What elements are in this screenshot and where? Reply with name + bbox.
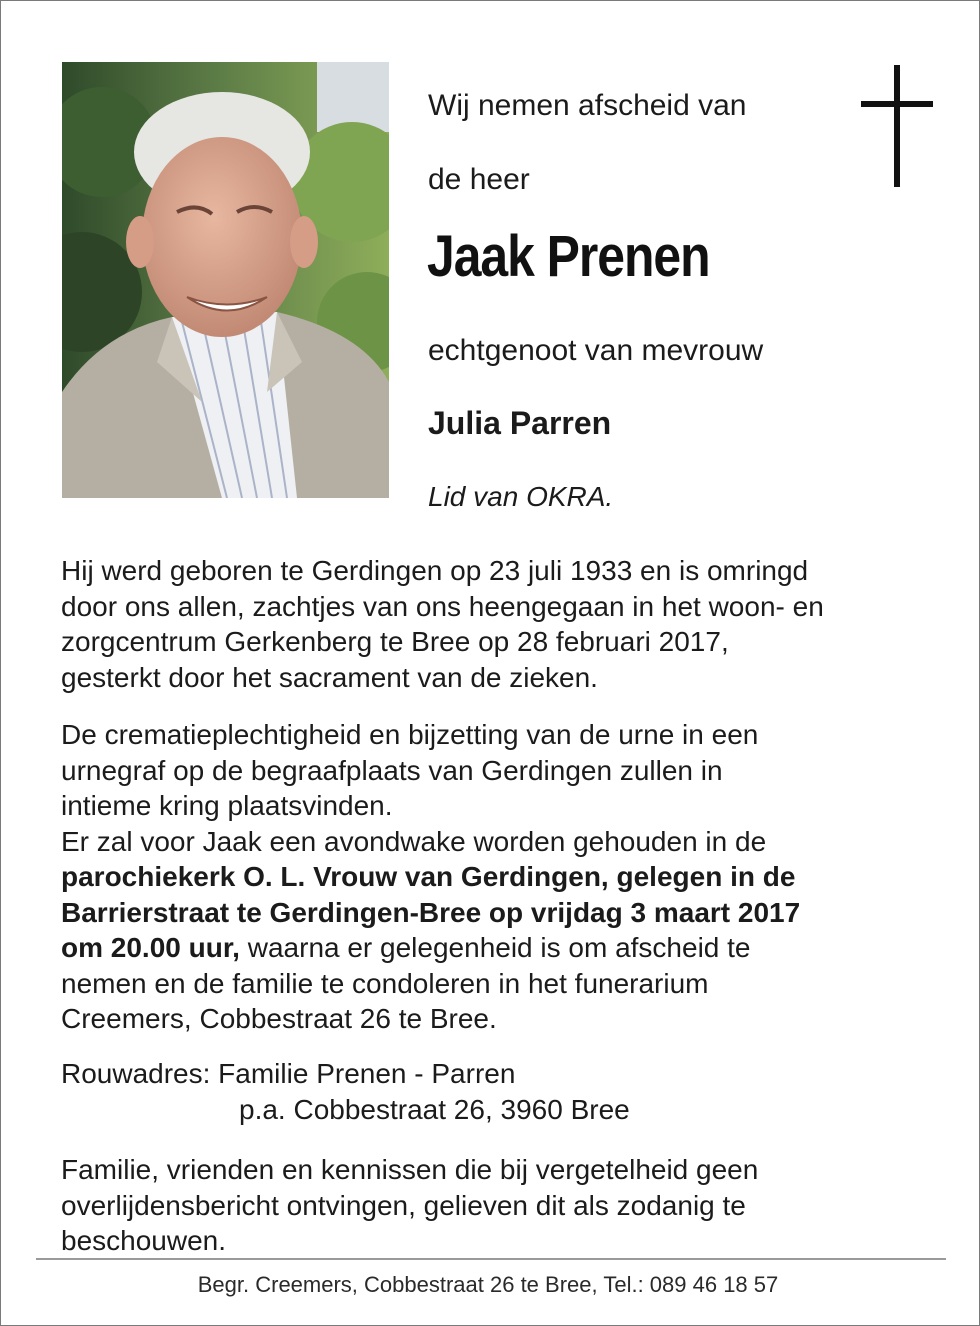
paragraph-line: urnegraf op de begraafplaats van Gerdingen zullen in <box>61 754 723 786</box>
paragraph-line: Creemers, Cobbestraat 26 te Bree. <box>61 1003 497 1034</box>
relation-line: echtgenoot van mevrouw <box>428 334 764 367</box>
cross-icon <box>859 65 935 187</box>
paragraph-line: zorgcentrum Gerkenberg te Bree op 28 februari 2017, <box>61 626 729 657</box>
birth-death-paragraph <box>61 553 824 695</box>
paragraph-line: beschouwen. <box>61 1225 227 1256</box>
paragraph-line: Er zal voor Jaak een avondwake worden gehouden in de <box>61 825 767 857</box>
address-label: Rouwadres: Familie Prenen - Parren <box>61 1058 516 1089</box>
intro-line: Wij nemen afscheid van <box>428 89 747 122</box>
ceremony-paragraph <box>61 717 800 1037</box>
mourning-address <box>61 1056 630 1127</box>
paragraph-line: door ons allen, zachtjes van ons heengegaan in het woon- en <box>61 590 824 622</box>
paragraph-line: overlijdensbericht ontvingen, gelieven dit als zodanig te <box>61 1189 746 1221</box>
paragraph-line: De crematieplechtigheid en bijzetting van de urne in een <box>61 719 759 750</box>
funeral-home-footer <box>1 1272 979 1298</box>
paragraph-line: intieme kring plaatsvinden. <box>61 790 393 821</box>
portrait-photo <box>62 62 389 498</box>
paragraph-line: Familie, vrienden en kennissen die bij vergetelheid geen <box>61 1154 759 1185</box>
closing-paragraph <box>61 1152 758 1259</box>
spouse-name: Julia Parren <box>428 405 612 441</box>
paragraph-line: gesterkt door het sacrament van de zieken. <box>61 661 598 693</box>
membership-line: Lid van OKRA. <box>428 481 614 512</box>
paragraph-line: waarna er gelegenheid is om afscheid te <box>239 932 751 963</box>
footer-text: Begr. Creemers, Cobbestraat 26 te Bree, Tel.: 089 46 18 57 <box>197 1272 779 1297</box>
title-line: de heer <box>428 163 530 196</box>
wake-time-bold: om 20.00 uur, <box>61 932 240 963</box>
paragraph-line: nemen en de familie te condoleren in het funerarium <box>61 967 709 999</box>
wake-date-bold: Barrierstraat te Gerdingen-Bree op vrijdag 3 maart 2017 <box>61 896 801 928</box>
footer-divider <box>36 1258 946 1260</box>
wake-location-bold: parochiekerk O. L. Vrouw van Gerdingen, gelegen in de <box>61 861 796 892</box>
paragraph-line: Hij werd geboren te Gerdingen op 23 juli 1933 en is omringd <box>61 555 809 586</box>
address-line: p.a. Cobbestraat 26, 3960 Bree <box>239 1093 630 1125</box>
deceased-name: Jaak Prenen <box>427 224 710 289</box>
